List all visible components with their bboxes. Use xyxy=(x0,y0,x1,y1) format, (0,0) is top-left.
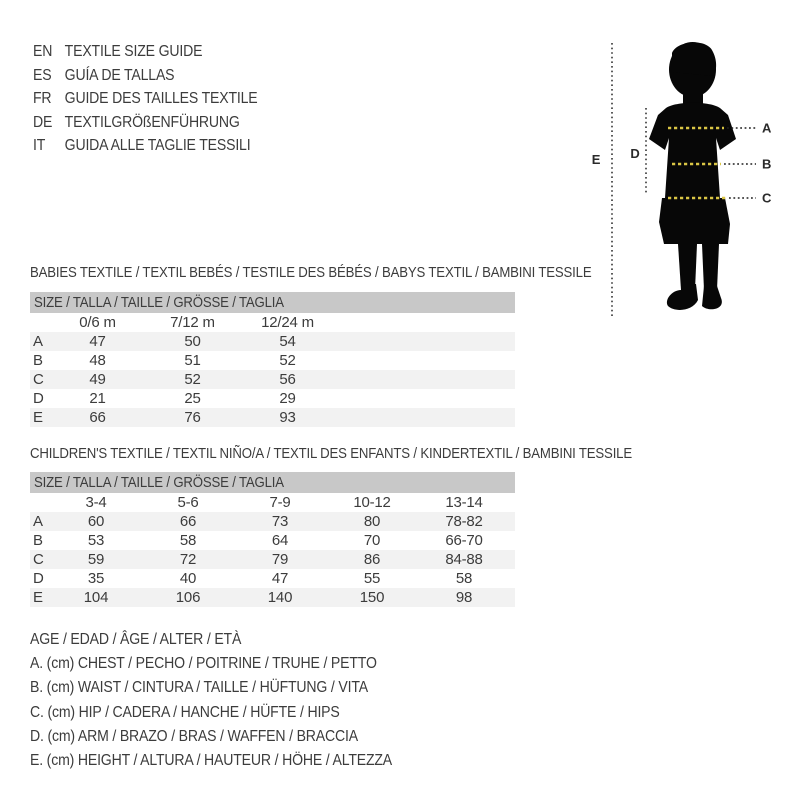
babies-column-header-row xyxy=(30,313,515,332)
babies-section-heading: BABIES TEXTILE / TEXTIL BEBÉS / TESTILE DES BÉBÉS / BABYS TEXTIL / BAMBINI TESSILE xyxy=(30,264,592,281)
language-row-fr xyxy=(33,87,288,111)
cell-value: 150 xyxy=(359,589,385,606)
cell-value: 56 xyxy=(279,371,296,388)
corner-cell xyxy=(30,493,50,512)
cell-value: 64 xyxy=(271,532,289,549)
language-code: DE xyxy=(33,113,53,131)
children-size-header-bar xyxy=(30,472,515,493)
column-header: 7-9 xyxy=(269,494,291,511)
table-row-d xyxy=(30,389,515,408)
row-label: A xyxy=(33,513,43,530)
cell-value: 86 xyxy=(363,551,381,568)
cell-value: 52 xyxy=(184,371,201,388)
cell-value: 49 xyxy=(89,371,106,388)
child-silhouette xyxy=(649,42,736,310)
table-row-e xyxy=(30,588,515,607)
cell-value: 47 xyxy=(89,333,106,350)
cell-value: 55 xyxy=(363,570,381,587)
row-label: B xyxy=(33,352,43,369)
size-header-text: SIZE / TALLA / TAILLE / GRÖSSE / TAGLIA xyxy=(34,294,284,311)
column-header: 7/12 m xyxy=(170,314,215,331)
cell-value: 106 xyxy=(175,589,201,606)
cell-value: 52 xyxy=(279,352,296,369)
children-size-table xyxy=(30,472,515,607)
language-code: IT xyxy=(33,137,46,154)
cell-value: 51 xyxy=(184,352,201,369)
language-code: FR xyxy=(33,90,52,107)
cell-value: 50 xyxy=(184,333,201,350)
babies-size-table xyxy=(30,292,515,427)
cell-value: 79 xyxy=(271,551,289,568)
row-label: A xyxy=(33,333,43,350)
legend-line-arm: D. (cm) ARM / BRAZO / BRAS / WAFFEN / BRACCIA xyxy=(30,727,358,745)
language-title: GUIDE DES TAILLES TEXTILE xyxy=(64,90,258,107)
cell-value: 53 xyxy=(87,532,105,549)
cell-value: 54 xyxy=(279,333,296,350)
cell-value: 66 xyxy=(89,409,106,426)
legend-line-chest: A. (cm) CHEST / PECHO / POITRINE / TRUHE / PETTO xyxy=(30,655,377,673)
column-header: 0/6 m xyxy=(79,314,116,331)
row-label: C xyxy=(33,551,44,568)
legend-line-waist: B. (cm) WAIST / CINTURA / TAILLE / HÜFTUNG / VITA xyxy=(30,679,368,697)
language-row-es xyxy=(33,64,288,88)
hip-c-label: C xyxy=(762,190,772,206)
table-row-c xyxy=(30,550,515,569)
language-code: EN xyxy=(33,43,53,60)
table-row-a xyxy=(30,332,515,351)
language-title: GUIDA ALLE TAGLIE TESSILI xyxy=(64,137,251,154)
table-row-a xyxy=(30,512,515,531)
language-code: ES xyxy=(33,66,52,84)
cell-value: 29 xyxy=(279,390,296,407)
legend-line-hip: C. (cm) HIP / CADERA / HANCHE / HÜFTE / HIPS xyxy=(30,703,340,721)
language-row-de xyxy=(33,111,288,135)
cell-value: 48 xyxy=(89,352,106,369)
table-row-b xyxy=(30,531,515,550)
cell-value: 60 xyxy=(87,513,105,530)
row-label: C xyxy=(33,371,44,388)
cell-value: 59 xyxy=(87,551,105,568)
row-label: D xyxy=(33,570,44,587)
table-row-c xyxy=(30,370,515,389)
column-header: 5-6 xyxy=(177,494,199,511)
cell-value: 73 xyxy=(271,513,289,530)
language-title: GUÍA DE TALLAS xyxy=(64,66,175,84)
cell-value: 58 xyxy=(179,532,197,549)
chest-a-label: A xyxy=(762,120,772,136)
cell-value: 80 xyxy=(363,513,381,530)
height-e-label: E xyxy=(591,152,601,167)
language-title: TEXTILGRÖßENFÜHRUNG xyxy=(64,113,240,131)
cell-value: 84-88 xyxy=(445,551,483,568)
cell-value: 25 xyxy=(184,390,201,407)
row-label: B xyxy=(33,532,43,549)
column-header: 3-4 xyxy=(85,494,107,511)
babies-size-header-bar xyxy=(30,292,515,313)
cell-value: 98 xyxy=(455,589,473,606)
cell-value: 70 xyxy=(363,532,381,549)
row-label: E xyxy=(33,589,43,606)
table-row-b xyxy=(30,351,515,370)
cell-value: 40 xyxy=(179,570,197,587)
language-row-en xyxy=(33,40,288,64)
cell-value: 78-82 xyxy=(445,513,483,530)
cell-value: 76 xyxy=(184,409,201,426)
cell-value: 104 xyxy=(83,589,109,606)
row-label: D xyxy=(33,390,44,407)
language-list xyxy=(33,40,288,158)
cell-value: 93 xyxy=(279,409,296,426)
column-header: 13-14 xyxy=(445,494,483,511)
language-row-it xyxy=(33,134,288,158)
table-row-d xyxy=(30,569,515,588)
cell-value: 66 xyxy=(179,513,197,530)
arm-d-label: D xyxy=(630,146,640,161)
cell-value: 140 xyxy=(267,589,293,606)
legend-line-age: AGE / EDAD / ÂGE / ALTER / ETÀ xyxy=(30,631,242,648)
waist-b-label: B xyxy=(762,156,772,172)
measurement-diagram xyxy=(580,28,795,323)
row-label: E xyxy=(33,409,43,426)
cell-value: 58 xyxy=(455,570,473,587)
measurement-legend xyxy=(30,628,441,773)
children-section-heading: CHILDREN'S TEXTILE / TEXTIL NIÑO/A / TEXTIL DES ENFANTS / KINDERTEXTIL / BAMBINI TESSILE xyxy=(30,445,632,462)
cell-value: 72 xyxy=(179,551,197,568)
corner-cell xyxy=(30,313,50,332)
cell-value: 66-70 xyxy=(445,532,483,549)
column-header: 12/24 m xyxy=(261,314,314,331)
column-header: 10-12 xyxy=(353,494,391,511)
size-header-text: SIZE / TALLA / TAILLE / GRÖSSE / TAGLIA xyxy=(34,474,284,491)
cell-value: 47 xyxy=(271,570,289,587)
cell-value: 35 xyxy=(87,570,105,587)
legend-line-height: E. (cm) HEIGHT / ALTURA / HAUTEUR / HÖHE / ALTEZZA xyxy=(30,752,393,770)
children-column-header-row xyxy=(30,493,515,512)
language-title: TEXTILE SIZE GUIDE xyxy=(64,43,203,60)
table-row-e xyxy=(30,408,515,427)
cell-value: 21 xyxy=(89,390,106,407)
